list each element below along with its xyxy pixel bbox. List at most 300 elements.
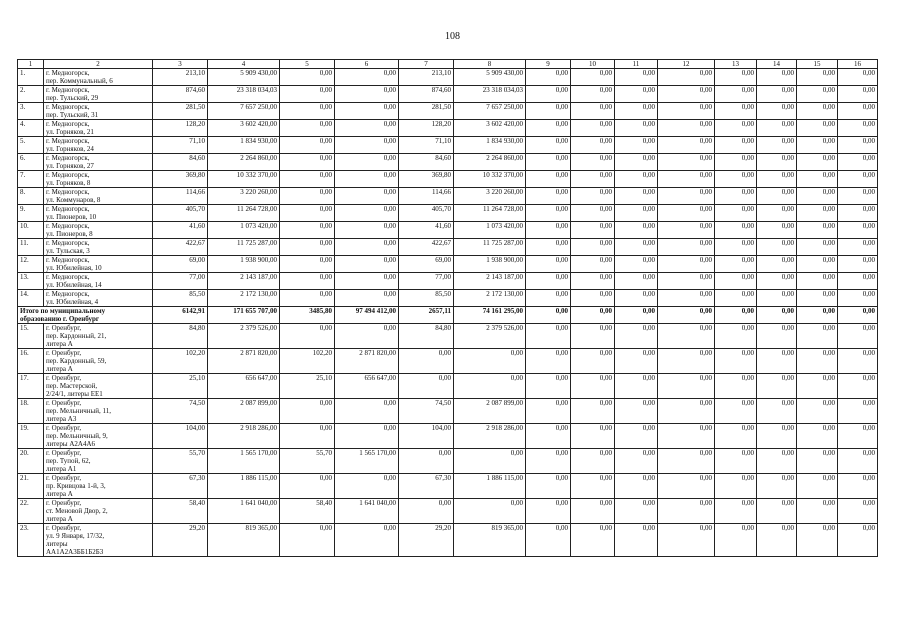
row-index: 21. [18,474,44,499]
value-cell: 0,00 [571,273,615,290]
value-cell: 369,80 [399,171,454,188]
value-cell: 0,00 [615,424,658,449]
row-index: 3. [18,103,44,120]
address-cell: г. Медногорск, пер. Тульский, 31 [44,103,153,120]
value-cell: 2 918 286,00 [454,424,526,449]
value-cell: 0,00 [335,137,399,154]
value-cell: 281,50 [153,103,208,120]
value-cell: 0,00 [797,103,838,120]
value-cell: 69,00 [399,256,454,273]
value-cell: 656 647,00 [335,374,399,399]
value-cell: 0,00 [399,499,454,524]
value-cell: 405,70 [153,205,208,222]
value-cell: 0,00 [615,86,658,103]
value-cell: 0,00 [526,137,571,154]
value-cell: 0,00 [797,324,838,349]
value-cell: 422,67 [153,239,208,256]
value-cell: 0,00 [526,399,571,424]
value-cell: 281,50 [399,103,454,120]
table-row [18,524,878,557]
address-cell: г. Медногорск, ул. Юбилейная, 4 [44,290,153,307]
value-cell: 0,00 [526,349,571,374]
value-cell: 0,00 [658,307,715,324]
value-cell: 1 834 930,00 [454,137,526,154]
value-cell: 213,10 [399,69,454,86]
value-cell: 0,00 [571,324,615,349]
value-cell: 10 332 370,00 [208,171,280,188]
value-cell: 0,00 [715,256,757,273]
value-cell: 3 220 260,00 [208,188,280,205]
value-cell: 0,00 [838,205,878,222]
housing-register-table [17,59,878,557]
value-cell: 0,00 [838,449,878,474]
value-cell: 2 143 187,00 [454,273,526,290]
value-cell: 0,00 [757,205,797,222]
value-cell: 6142,91 [153,307,208,324]
value-cell: 3 602 420,00 [208,120,280,137]
value-cell: 0,00 [797,69,838,86]
value-cell: 0,00 [757,222,797,239]
column-number-header: 1 [18,60,44,69]
value-cell: 0,00 [838,349,878,374]
address-cell: г. Медногорск, ул. Горняков, 21 [44,120,153,137]
value-cell: 0,00 [399,349,454,374]
value-cell: 5 909 430,00 [208,69,280,86]
value-cell: 1 565 170,00 [335,449,399,474]
value-cell: 25,10 [280,374,335,399]
column-number-header: 16 [838,60,878,69]
value-cell: 0,00 [335,273,399,290]
value-cell: 0,00 [399,449,454,474]
value-cell: 0,00 [715,499,757,524]
address-cell: г. Медногорск, ул. Коммунаров, 8 [44,188,153,205]
value-cell: 0,00 [615,474,658,499]
value-cell: 0,00 [757,239,797,256]
value-cell: 0,00 [526,273,571,290]
column-number-header: 3 [153,60,208,69]
value-cell: 0,00 [526,256,571,273]
address-cell: г. Медногорск, ул. Пионеров, 8 [44,222,153,239]
table-row [18,349,878,374]
value-cell: 0,00 [571,205,615,222]
row-index: 20. [18,449,44,474]
table-row [18,474,878,499]
value-cell: 0,00 [526,307,571,324]
value-cell: 1 641 040,00 [335,499,399,524]
value-cell: 0,00 [658,171,715,188]
column-number-header: 5 [280,60,335,69]
value-cell: 0,00 [715,273,757,290]
value-cell: 0,00 [838,499,878,524]
value-cell: 1 886 115,00 [208,474,280,499]
value-cell: 656 647,00 [208,374,280,399]
value-cell: 0,00 [715,374,757,399]
value-cell: 0,00 [715,86,757,103]
value-cell: 0,00 [658,256,715,273]
value-cell: 0,00 [838,273,878,290]
value-cell: 0,00 [280,205,335,222]
value-cell: 0,00 [571,137,615,154]
value-cell: 0,00 [335,205,399,222]
value-cell: 0,00 [615,374,658,399]
value-cell: 0,00 [280,120,335,137]
value-cell: 2 871 820,00 [208,349,280,374]
value-cell: 0,00 [280,188,335,205]
value-cell: 85,50 [153,290,208,307]
value-cell: 0,00 [454,374,526,399]
value-cell: 0,00 [526,205,571,222]
value-cell: 84,60 [153,154,208,171]
value-cell: 74,50 [153,399,208,424]
table-row [18,205,878,222]
value-cell: 0,00 [335,290,399,307]
value-cell: 0,00 [658,349,715,374]
value-cell: 2 379 526,00 [208,324,280,349]
value-cell: 0,00 [715,120,757,137]
row-index: 6. [18,154,44,171]
value-cell: 0,00 [715,449,757,474]
address-cell: г. Оренбург, пер. Тупой, 62, литера А1 [44,449,153,474]
column-number-header: 4 [208,60,280,69]
value-cell: 1 834 930,00 [208,137,280,154]
value-cell: 0,00 [571,256,615,273]
table-row [18,273,878,290]
address-cell: г. Медногорск, ул. Горняков, 24 [44,137,153,154]
value-cell: 0,00 [715,324,757,349]
value-cell: 11 264 728,00 [208,205,280,222]
value-cell: 0,00 [658,374,715,399]
value-cell: 0,00 [838,103,878,120]
value-cell: 71,10 [399,137,454,154]
value-cell: 67,30 [399,474,454,499]
value-cell: 0,00 [757,349,797,374]
value-cell: 0,00 [838,290,878,307]
value-cell: 0,00 [757,256,797,273]
value-cell: 0,00 [658,324,715,349]
row-index: 15. [18,324,44,349]
value-cell: 0,00 [838,154,878,171]
value-cell: 0,00 [838,188,878,205]
value-cell: 0,00 [280,239,335,256]
table-row [18,239,878,256]
value-cell: 0,00 [757,399,797,424]
value-cell: 55,70 [153,449,208,474]
value-cell: 0,00 [615,103,658,120]
value-cell: 3 220 260,00 [454,188,526,205]
value-cell: 0,00 [280,273,335,290]
value-cell: 0,00 [280,137,335,154]
page-number: 108 [445,31,460,42]
address-cell: г. Оренбург, пер. Мельничный, 11, литера А3 [44,399,153,424]
value-cell: 0,00 [715,222,757,239]
value-cell: 0,00 [658,69,715,86]
value-cell: 0,00 [280,69,335,86]
value-cell: 1 565 170,00 [208,449,280,474]
value-cell: 0,00 [715,399,757,424]
value-cell: 0,00 [526,86,571,103]
value-cell: 0,00 [526,103,571,120]
value-cell: 213,10 [153,69,208,86]
value-cell: 0,00 [757,424,797,449]
value-cell: 7 657 250,00 [208,103,280,120]
value-cell: 0,00 [615,239,658,256]
value-cell: 0,00 [526,154,571,171]
value-cell: 0,00 [797,449,838,474]
value-cell: 2 871 820,00 [335,349,399,374]
value-cell: 0,00 [280,171,335,188]
value-cell: 2 087 899,00 [454,399,526,424]
value-cell: 0,00 [526,120,571,137]
value-cell: 114,66 [153,188,208,205]
table-row [18,324,878,349]
value-cell: 0,00 [658,188,715,205]
value-cell: 0,00 [335,69,399,86]
value-cell: 23 318 034,03 [454,86,526,103]
value-cell: 0,00 [571,499,615,524]
value-cell: 0,00 [838,307,878,324]
value-cell: 0,00 [658,239,715,256]
value-cell: 0,00 [757,188,797,205]
value-cell: 0,00 [615,290,658,307]
address-cell: г. Медногорск, ул. Горняков, 8 [44,171,153,188]
value-cell: 0,00 [715,103,757,120]
value-cell: 0,00 [615,171,658,188]
value-cell: 0,00 [571,120,615,137]
value-cell: 0,00 [797,374,838,399]
value-cell: 819 365,00 [208,524,280,557]
value-cell: 0,00 [526,524,571,557]
value-cell: 25,10 [153,374,208,399]
value-cell: 0,00 [838,222,878,239]
value-cell: 0,00 [757,69,797,86]
value-cell: 0,00 [797,256,838,273]
value-cell: 0,00 [571,69,615,86]
value-cell: 0,00 [335,239,399,256]
address-cell: г. Медногорск, ул. Юбилейная, 10 [44,256,153,273]
value-cell: 69,00 [153,256,208,273]
value-cell: 77,00 [153,273,208,290]
value-cell: 171 655 707,00 [208,307,280,324]
value-cell: 0,00 [797,273,838,290]
table-row [18,499,878,524]
value-cell: 0,00 [335,324,399,349]
value-cell: 67,30 [153,474,208,499]
row-index: 22. [18,499,44,524]
value-cell: 0,00 [715,349,757,374]
value-cell: 0,00 [715,424,757,449]
value-cell: 0,00 [280,524,335,557]
row-index: 13. [18,273,44,290]
value-cell: 0,00 [757,449,797,474]
address-cell: г. Оренбург, ул. 9 Января, 17/32, литеры АА1А2А3ББ1Б2Б3 [44,524,153,557]
value-cell: 128,20 [153,120,208,137]
value-cell: 58,40 [153,499,208,524]
table-row [18,154,878,171]
value-cell: 0,00 [335,120,399,137]
value-cell: 0,00 [757,86,797,103]
value-cell: 0,00 [571,374,615,399]
value-cell: 0,00 [715,154,757,171]
value-cell: 0,00 [571,86,615,103]
value-cell: 10 332 370,00 [454,171,526,188]
row-index: 9. [18,205,44,222]
value-cell: 0,00 [658,86,715,103]
value-cell: 0,00 [571,222,615,239]
value-cell: 0,00 [715,171,757,188]
value-cell: 0,00 [797,205,838,222]
value-cell: 874,60 [399,86,454,103]
value-cell: 0,00 [571,103,615,120]
value-cell: 0,00 [838,69,878,86]
column-number-header: 12 [658,60,715,69]
value-cell: 0,00 [797,524,838,557]
value-cell: 0,00 [615,205,658,222]
value-cell: 0,00 [797,154,838,171]
value-cell: 0,00 [757,120,797,137]
value-cell: 0,00 [335,524,399,557]
value-cell: 0,00 [335,103,399,120]
column-number-header: 11 [615,60,658,69]
column-number-header: 13 [715,60,757,69]
value-cell: 0,00 [797,307,838,324]
value-cell: 0,00 [615,154,658,171]
value-cell: 0,00 [526,290,571,307]
value-cell: 0,00 [757,474,797,499]
value-cell: 1 938 900,00 [208,256,280,273]
value-cell: 0,00 [797,474,838,499]
value-cell: 0,00 [571,290,615,307]
value-cell: 0,00 [797,222,838,239]
table-row [18,399,878,424]
column-number-header: 7 [399,60,454,69]
value-cell: 0,00 [280,290,335,307]
row-index: 10. [18,222,44,239]
value-cell: 11 264 728,00 [454,205,526,222]
value-cell: 0,00 [335,86,399,103]
value-cell: 0,00 [838,120,878,137]
value-cell: 0,00 [526,324,571,349]
value-cell: 0,00 [797,86,838,103]
value-cell: 104,00 [153,424,208,449]
value-cell: 1 938 900,00 [454,256,526,273]
value-cell: 0,00 [335,474,399,499]
column-number-header: 15 [797,60,838,69]
value-cell: 0,00 [757,171,797,188]
value-cell: 2 172 130,00 [454,290,526,307]
address-cell: г. Оренбург, пер. Кардонный, 21, литера А [44,324,153,349]
value-cell: 0,00 [526,499,571,524]
value-cell: 23 318 034,03 [208,86,280,103]
address-cell: г. Медногорск, пер. Тульский, 29 [44,86,153,103]
table-row [18,374,878,399]
value-cell: 0,00 [757,374,797,399]
value-cell: 0,00 [526,171,571,188]
value-cell: 128,20 [399,120,454,137]
value-cell: 0,00 [658,474,715,499]
value-cell: 0,00 [797,290,838,307]
value-cell: 0,00 [335,424,399,449]
value-cell: 0,00 [797,171,838,188]
value-cell: 0,00 [658,154,715,171]
value-cell: 0,00 [615,137,658,154]
value-cell: 2 264 860,00 [454,154,526,171]
value-cell: 0,00 [838,171,878,188]
value-cell: 0,00 [615,69,658,86]
value-cell: 0,00 [280,324,335,349]
address-cell: г. Медногорск, ул. Горняков, 27 [44,154,153,171]
table-row [18,290,878,307]
value-cell: 0,00 [571,171,615,188]
value-cell: 85,50 [399,290,454,307]
value-cell: 0,00 [571,424,615,449]
value-cell: 3 602 420,00 [454,120,526,137]
row-index: 19. [18,424,44,449]
value-cell: 0,00 [280,474,335,499]
value-cell: 0,00 [715,205,757,222]
address-cell: г. Медногорск, ул. Тульская, 3 [44,239,153,256]
value-cell: 104,00 [399,424,454,449]
value-cell: 0,00 [615,324,658,349]
value-cell: 5 909 430,00 [454,69,526,86]
row-index: 17. [18,374,44,399]
value-cell: 0,00 [715,239,757,256]
value-cell: 0,00 [335,188,399,205]
value-cell: 0,00 [615,449,658,474]
value-cell: 58,40 [280,499,335,524]
value-cell: 0,00 [526,449,571,474]
value-cell: 0,00 [797,424,838,449]
table-header-row [18,60,878,69]
value-cell: 874,60 [153,86,208,103]
value-cell: 0,00 [335,222,399,239]
value-cell: 0,00 [838,424,878,449]
table-row [18,120,878,137]
value-cell: 1 886 115,00 [454,474,526,499]
value-cell: 2 264 860,00 [208,154,280,171]
value-cell: 0,00 [757,154,797,171]
address-cell: г. Оренбург, ст. Меновой Двор, 2, литера А [44,499,153,524]
total-row [18,307,878,324]
table-row [18,188,878,205]
column-number-header: 14 [757,60,797,69]
value-cell: 0,00 [615,499,658,524]
table-row [18,171,878,188]
value-cell: 0,00 [757,524,797,557]
value-cell: 102,20 [153,349,208,374]
value-cell: 0,00 [454,349,526,374]
value-cell: 0,00 [526,424,571,449]
value-cell: 0,00 [838,324,878,349]
value-cell: 0,00 [757,137,797,154]
value-cell: 0,00 [571,399,615,424]
value-cell: 0,00 [615,307,658,324]
value-cell: 0,00 [797,120,838,137]
value-cell: 1 641 040,00 [208,499,280,524]
value-cell: 0,00 [335,256,399,273]
address-cell: г. Медногорск, ул. Пионеров, 10 [44,205,153,222]
value-cell: 84,80 [399,324,454,349]
value-cell: 0,00 [757,103,797,120]
value-cell: 0,00 [571,474,615,499]
address-cell: г. Оренбург, пер. Мельничный, 9, литеры А2А4А6 [44,424,153,449]
value-cell: 0,00 [797,188,838,205]
value-cell: 0,00 [838,137,878,154]
column-number-header: 9 [526,60,571,69]
table-row [18,86,878,103]
value-cell: 55,70 [280,449,335,474]
value-cell: 0,00 [571,154,615,171]
value-cell: 0,00 [526,239,571,256]
